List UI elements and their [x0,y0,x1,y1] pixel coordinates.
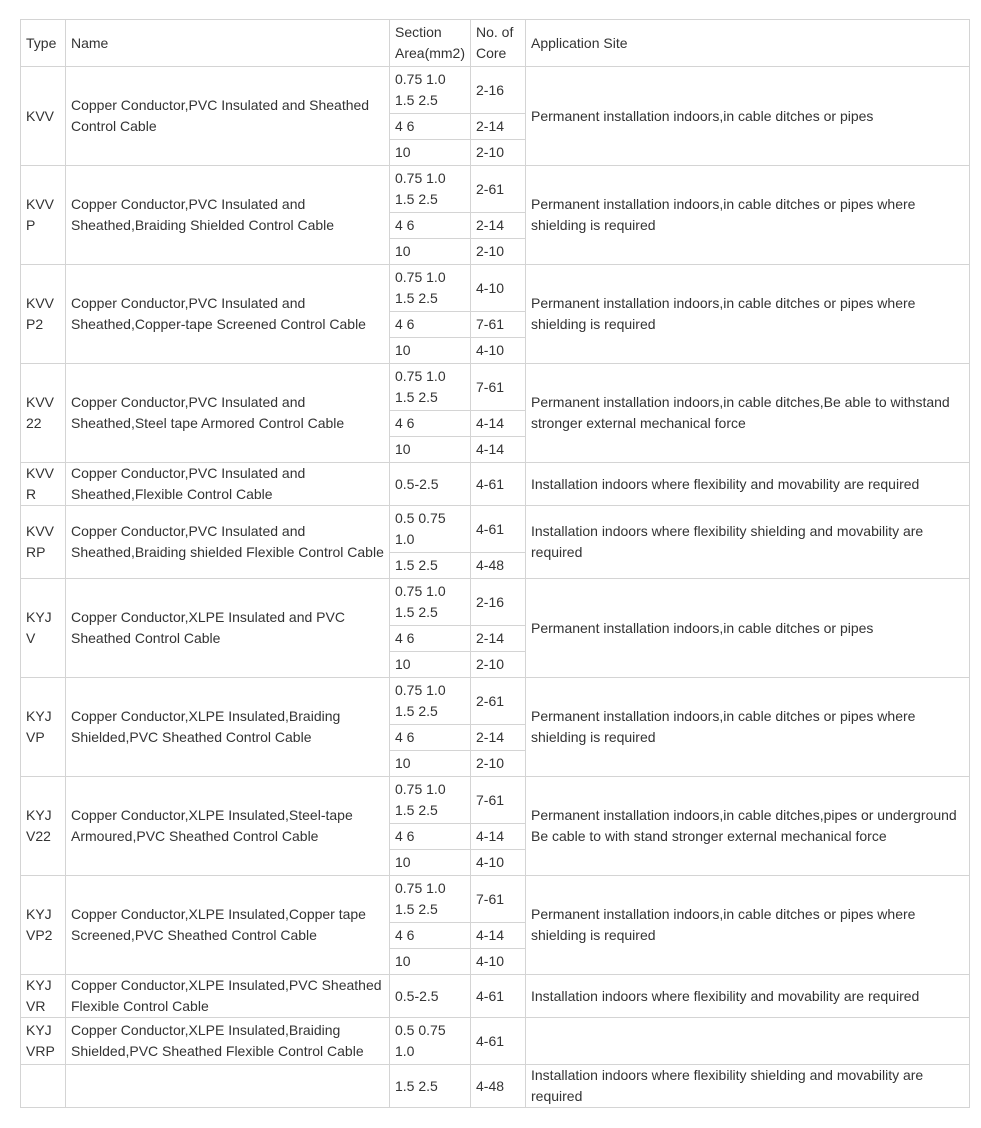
table-row [21,876,970,923]
application-site-cell: Permanent installation indoors,in cable ditches or pipes [526,579,970,678]
core-count-cell: 2-10 [471,140,526,166]
application-site-cell: Permanent installation indoors,in cable ditches or pipes where shielding is required [526,678,970,777]
table-body [21,20,970,1108]
section-area-cell: 10 [390,338,471,364]
core-count-cell: 2-10 [471,751,526,777]
section-area-cell: 10 [390,850,471,876]
section-area-cell: 0.5 0.75 1.0 [390,1018,471,1065]
name-cell [66,1065,390,1108]
section-area-cell: 0.75 1.0 1.5 2.5 [390,265,471,312]
core-count-cell: 4-10 [471,338,526,364]
core-count-cell: 4-14 [471,411,526,437]
core-count-cell: 4-14 [471,923,526,949]
core-count-cell: 4-61 [471,463,526,506]
section-area-cell: 10 [390,751,471,777]
core-count-cell: 4-48 [471,1065,526,1108]
section-area-cell: 0.75 1.0 1.5 2.5 [390,777,471,824]
section-area-cell: 1.5 2.5 [390,553,471,579]
type-cell: KYJVRP [21,1018,66,1065]
application-site-cell [526,1018,970,1065]
section-area-cell: 4 6 [390,923,471,949]
name-cell: Copper Conductor,XLPE Insulated,Steel-tape Armoured,PVC Sheathed Control Cable [66,777,390,876]
application-site-cell: Permanent installation indoors,in cable ditches or pipes where shielding is required [526,166,970,265]
header-no-of-core: No. of Core [471,20,526,67]
application-site-cell: Installation indoors where flexibility and movability are required [526,975,970,1018]
core-count-cell: 4-14 [471,437,526,463]
type-cell: KVV22 [21,364,66,463]
application-site-cell: Permanent installation indoors,in cable ditches,Be able to withstand stronger external mechanical force [526,364,970,463]
table-row [21,265,970,312]
section-area-cell: 4 6 [390,312,471,338]
type-cell: KVVR [21,463,66,506]
section-area-cell: 0.75 1.0 1.5 2.5 [390,364,471,411]
section-area-cell: 10 [390,652,471,678]
section-area-cell: 4 6 [390,213,471,239]
name-cell: Copper Conductor,PVC Insulated and Sheathed,Copper-tape Screened Control Cable [66,265,390,364]
section-area-cell: 0.75 1.0 1.5 2.5 [390,579,471,626]
application-site-cell: Installation indoors where flexibility shielding and movability are required [526,506,970,579]
core-count-cell: 4-10 [471,949,526,975]
section-area-cell: 1.5 2.5 [390,1065,471,1108]
table-row [21,364,970,411]
section-area-cell: 0.5-2.5 [390,463,471,506]
name-cell: Copper Conductor,PVC Insulated and Sheathed,Flexible Control Cable [66,463,390,506]
name-cell: Copper Conductor,PVC Insulated and Sheathed Control Cable [66,67,390,166]
type-cell: KYJV22 [21,777,66,876]
type-cell: KVVRP [21,506,66,579]
cable-spec-table [20,19,970,1108]
header-row [21,20,970,67]
name-cell: Copper Conductor,XLPE Insulated,PVC Sheathed Flexible Control Cable [66,975,390,1018]
section-area-cell: 0.75 1.0 1.5 2.5 [390,876,471,923]
application-site-cell: Permanent installation indoors,in cable ditches or pipes where shielding is required [526,265,970,364]
name-cell: Copper Conductor,PVC Insulated and Sheathed,Braiding shielded Flexible Control Cable [66,506,390,579]
section-area-cell: 4 6 [390,725,471,751]
core-count-cell: 2-61 [471,678,526,725]
section-area-cell: 0.75 1.0 1.5 2.5 [390,67,471,114]
type-cell: KVVP2 [21,265,66,364]
section-area-cell: 10 [390,437,471,463]
section-area-cell: 10 [390,949,471,975]
table-row [21,166,970,213]
table-row [21,975,970,1018]
header-application-site: Application Site [526,20,970,67]
table-row [21,678,970,725]
section-area-cell: 0.75 1.0 1.5 2.5 [390,678,471,725]
type-cell: KYJV [21,579,66,678]
table-row [21,579,970,626]
section-area-cell: 4 6 [390,114,471,140]
core-count-cell: 2-10 [471,652,526,678]
application-site-cell: Permanent installation indoors,in cable ditches,pipes or underground Be cable to with stand stronger external mechanical force [526,777,970,876]
name-cell: Copper Conductor,PVC Insulated and Sheathed,Steel tape Armored Control Cable [66,364,390,463]
header-section-area: Section Area(mm2) [390,20,471,67]
type-cell: KYJVP2 [21,876,66,975]
section-area-cell: 10 [390,239,471,265]
core-count-cell: 2-14 [471,626,526,652]
core-count-cell: 4-61 [471,506,526,553]
name-cell: Copper Conductor,XLPE Insulated,Braiding Shielded,PVC Sheathed Control Cable [66,678,390,777]
core-count-cell: 2-14 [471,114,526,140]
section-area-cell: 4 6 [390,626,471,652]
core-count-cell: 7-61 [471,777,526,824]
table-row [21,777,970,824]
section-area-cell: 4 6 [390,824,471,850]
section-area-cell: 0.75 1.0 1.5 2.5 [390,166,471,213]
name-cell: Copper Conductor,XLPE Insulated,Copper tape Screened,PVC Sheathed Control Cable [66,876,390,975]
table-row [21,1065,970,1108]
table-row [21,506,970,553]
type-cell: KYJVR [21,975,66,1018]
application-site-cell: Installation indoors where flexibility and movability are required [526,463,970,506]
core-count-cell: 4-61 [471,975,526,1018]
core-count-cell: 2-61 [471,166,526,213]
core-count-cell: 2-14 [471,725,526,751]
section-area-cell: 0.5 0.75 1.0 [390,506,471,553]
type-cell: KYJVP [21,678,66,777]
core-count-cell: 2-10 [471,239,526,265]
section-area-cell: 10 [390,140,471,166]
application-site-cell: Permanent installation indoors,in cable ditches or pipes where shielding is required [526,876,970,975]
core-count-cell: 7-61 [471,364,526,411]
header-type: Type [21,20,66,67]
table-row [21,1018,970,1065]
section-area-cell: 4 6 [390,411,471,437]
section-area-cell: 0.5-2.5 [390,975,471,1018]
core-count-cell: 4-48 [471,553,526,579]
type-cell: KVV [21,67,66,166]
name-cell: Copper Conductor,XLPE Insulated and PVC Sheathed Control Cable [66,579,390,678]
core-count-cell: 4-61 [471,1018,526,1065]
application-site-cell: Installation indoors where flexibility shielding and movability are required [526,1065,970,1108]
core-count-cell: 2-16 [471,579,526,626]
cable-spec-table-container [20,19,970,1108]
header-name: Name [66,20,390,67]
core-count-cell: 2-16 [471,67,526,114]
name-cell: Copper Conductor,PVC Insulated and Sheathed,Braiding Shielded Control Cable [66,166,390,265]
application-site-cell: Permanent installation indoors,in cable ditches or pipes [526,67,970,166]
name-cell: Copper Conductor,XLPE Insulated,Braiding Shielded,PVC Sheathed Flexible Control Cable [66,1018,390,1065]
table-row [21,67,970,114]
type-cell [21,1065,66,1108]
table-row [21,463,970,506]
core-count-cell: 4-10 [471,850,526,876]
core-count-cell: 4-14 [471,824,526,850]
core-count-cell: 2-14 [471,213,526,239]
core-count-cell: 4-10 [471,265,526,312]
core-count-cell: 7-61 [471,312,526,338]
core-count-cell: 7-61 [471,876,526,923]
type-cell: KVVP [21,166,66,265]
